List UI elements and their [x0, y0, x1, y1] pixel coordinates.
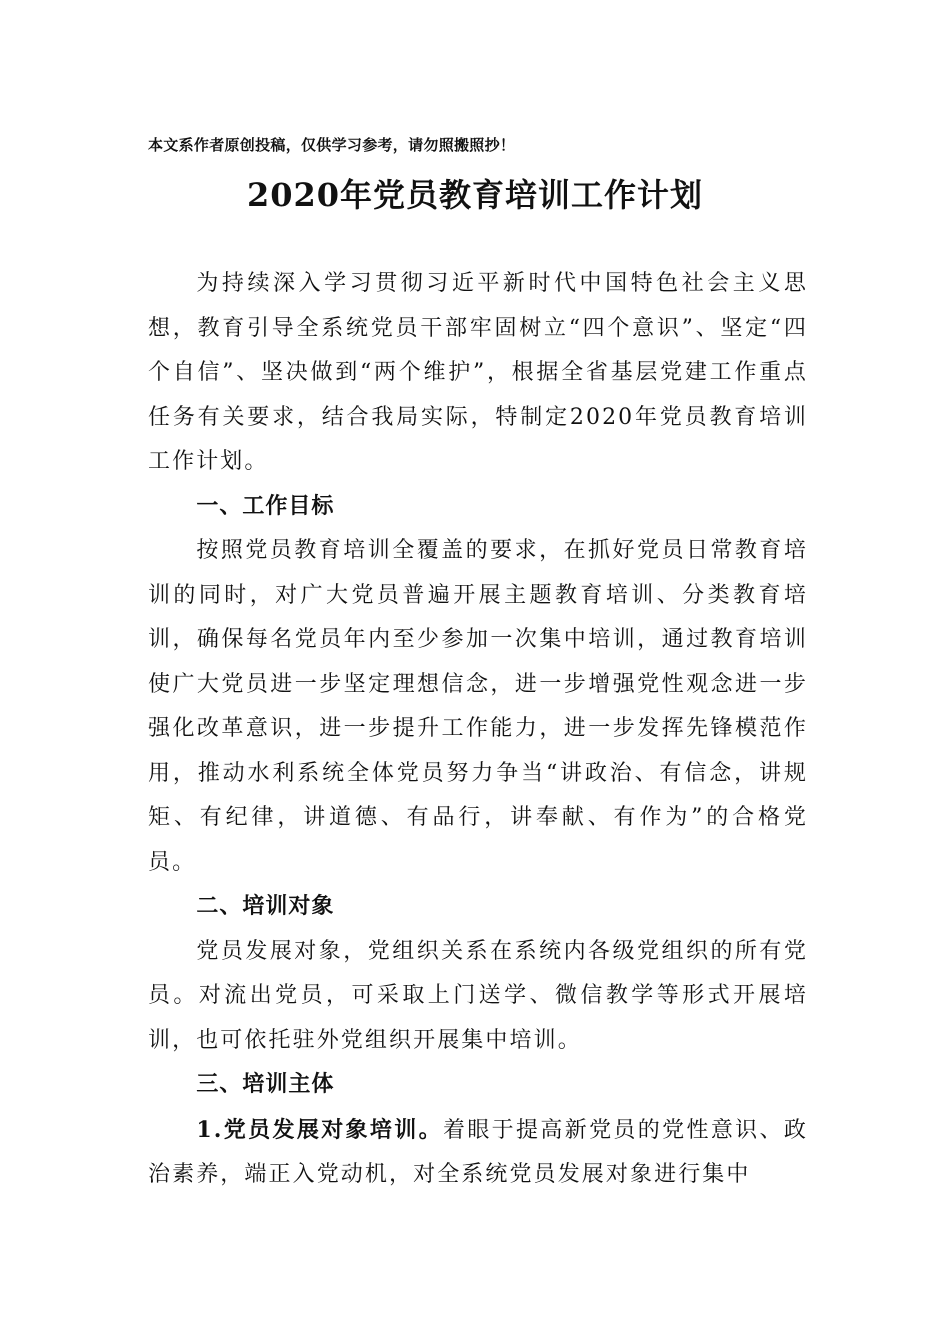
list-item-1	[148, 1108, 808, 1198]
section-body-goals: 按照党员教育培训全覆盖的要求，在抓好党员日常教育培训的同时，对广大党员普遍开展主题教育培训、分类教育培训，确保每名党员年内至少参加一次集中培训，通过教育培训使广大党员进一步坚定理想信念，进一步增强党性观念进一步强化改革意识，进一步提升工作能力，进一步发挥先锋模范作用，推动水利系统全体党员努力争当“讲政治、有信念，讲规矩、有纪律，讲道德、有品行，讲奉献、有作为”的合格党员。	[148, 538, 808, 875]
intro-paragraph: 为持续深入学习贯彻习近平新时代中国特色社会主义思想，教育引导全系统党员干部牢固树立“四个意识”、坚定“四个自信”、坚决做到“两个维护”，根据全省基层党建工作重点任务有关要求，结合我局实际，特制定2020年党员教育培训工作计划。	[148, 271, 808, 474]
section-heading-goals: 一、工作目标	[196, 493, 335, 519]
section-body-targets: 党员发展对象，党组织关系在系统内各级党组织的所有党员。对流出党员，可采取上门送学、微信教学等形式开展培训，也可依托驻外党组织开展集中培训。	[148, 938, 808, 1053]
list-item-1-lead: 1.党员发展对象培训。	[196, 1116, 443, 1143]
list-item-1-body: 着眼于提高新党员的党性意识、政治素养，端正入党动机，对全系统党员发展对象进行集中	[148, 1117, 808, 1187]
copyright-notice: 本文系作者原创投稿，仅供学习参考，请勿照搬照抄！	[148, 136, 516, 154]
section-heading-targets: 二、培训对象	[196, 894, 335, 919]
document-body	[148, 262, 808, 1198]
section-heading-subjects: 三、培训主体	[196, 1072, 335, 1097]
document-title: 2020年党员教育培训工作计划	[246, 176, 704, 214]
